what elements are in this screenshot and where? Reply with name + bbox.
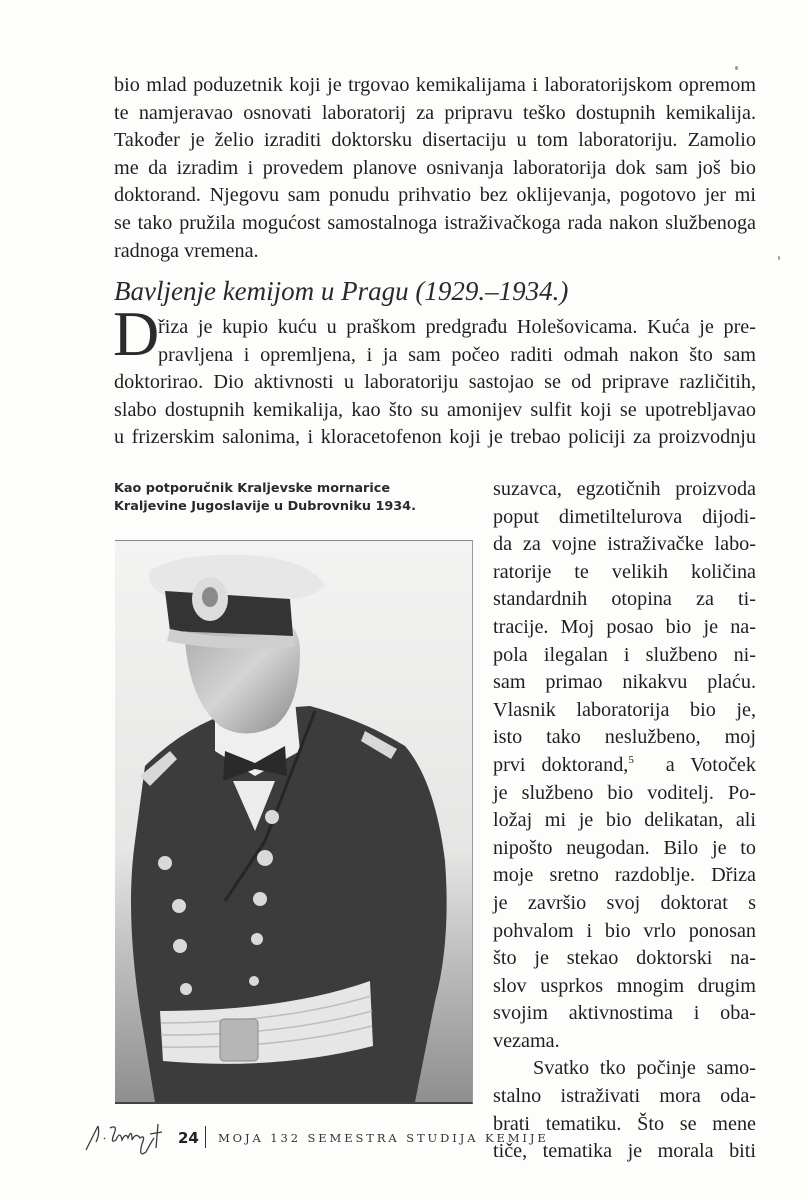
text-line: u frizerskim salonima, i kloracetofenon koji je trebao policiji za proizvodnju (114, 426, 756, 449)
text-line: slov usprkos mnogim drugim (493, 974, 756, 997)
text-line: me da izradim i provedem planove osnivanja laboratorija dok sam još bio (114, 156, 756, 179)
scan-speck (735, 66, 738, 70)
text-line: vezama. (493, 1029, 560, 1052)
text-line: bio mlad poduzetnik koji je trgovao kemikalijama i laboratorijskom opremom (114, 74, 756, 96)
drop-cap: D (113, 298, 160, 369)
text-line: što je stekao doktorski na- (493, 947, 756, 970)
text-line: sam primao nikakvu plaću. (493, 671, 756, 694)
page-number: 24 (178, 1129, 199, 1147)
text-line: pola ilegalan i službeno ni- (493, 643, 756, 666)
text-line: pohvalom i bio vrlo ponosan (493, 919, 756, 942)
text-line: standardnih otopina za ti- (493, 588, 756, 611)
text-line: te namjeravao osnovati laboratorij za pripravu teško dostupnih kemikalija. (114, 101, 756, 124)
text-line: stalno istraživati mora oda- (493, 1085, 756, 1108)
text-line: moje sretno razdoblje. Dřiza (493, 864, 756, 887)
text-line: Svatko tko počinje samo- (533, 1057, 756, 1080)
section-paragraph-full-width (114, 314, 756, 452)
caption-line: Kraljevine Jugoslavije u Dubrovniku 1934. (114, 499, 416, 514)
text-line: se tako pružila mogućost samostalnoga istraživačkoga rada nakon službenoga (114, 211, 756, 234)
running-title: MOJA 132 SEMESTRA STUDIJA KEMIJE (218, 1131, 549, 1145)
text-fragment: a Votoček (665, 753, 756, 776)
text-line: slabo dostupnih kemikalija, kao što su amonijev sulfit koji se upotrebljavao (114, 398, 756, 421)
text-line: isto tako neslužbeno, moj (493, 726, 756, 749)
text-line: suzavca, egzotičnih proizvoda (493, 478, 756, 500)
scan-speck (778, 256, 780, 260)
text-line: svojim aktivnostima i oba- (493, 1002, 756, 1025)
text-line: Također je želio izraditi doktorsku disertaciju u tom laboratoriju. Zamolio (114, 129, 756, 152)
text-line: da za vojne istraživačke labo- (493, 533, 756, 556)
text-line: tiče, tematika je morala biti (493, 1140, 756, 1163)
text-line: doktorand. Njegovu sam ponudu prihvatio bez oklijevanja, pogotovo jer mi (114, 184, 756, 207)
belt-buckle (220, 1019, 258, 1061)
cap-badge-center (202, 587, 218, 607)
text-line: je službeno bio voditelj. Po- (493, 781, 756, 804)
text-line: ratorije te velikih količina (493, 560, 756, 583)
text-line: pravljena i opremljena, i ja sam počeo raditi odmah nakon što sam (158, 343, 756, 366)
section-heading: Bavljenje kemijom u Pragu (1929.–1934.) (114, 276, 569, 306)
text-line: je završio svoj doktorat s (493, 891, 756, 914)
text-line: Vlasnik laboratorija bio je, (493, 698, 756, 721)
section-paragraph-column (493, 476, 756, 1166)
naval-officer-illustration (115, 541, 472, 1102)
caption-line: Kao potporučnik Kraljevske mornarice (114, 481, 391, 496)
figure-caption (114, 480, 454, 516)
text-line: ložaj mi je bio delikatan, ali (493, 809, 756, 832)
footer-divider (205, 1126, 206, 1148)
text-line: nipošto neugodan. Bilo je to (493, 836, 756, 859)
text-fragment: prvi doktorand, (493, 753, 629, 776)
text-line: řiza je kupio kuću u praškom predgrađu Holešovicama. Kuća je pre- (158, 316, 756, 338)
text-line: tracije. Moj posao bio je na- (493, 615, 756, 638)
text-line-with-footnote (493, 752, 756, 780)
text-line: doktorirao. Dio aktivnosti u laboratoriju sastojao se od priprave različitih, (114, 371, 756, 394)
text-line: brati tematiku. Što se mene (493, 1112, 756, 1135)
text-line: radnoga vremena. (114, 239, 259, 262)
signature-image (84, 1118, 174, 1160)
intro-paragraph (114, 72, 756, 265)
text-line: poput dimetiltelurova dijodi- (493, 505, 756, 528)
footnote-reference[interactable]: 5 (628, 753, 634, 766)
portrait-photo (115, 540, 473, 1104)
